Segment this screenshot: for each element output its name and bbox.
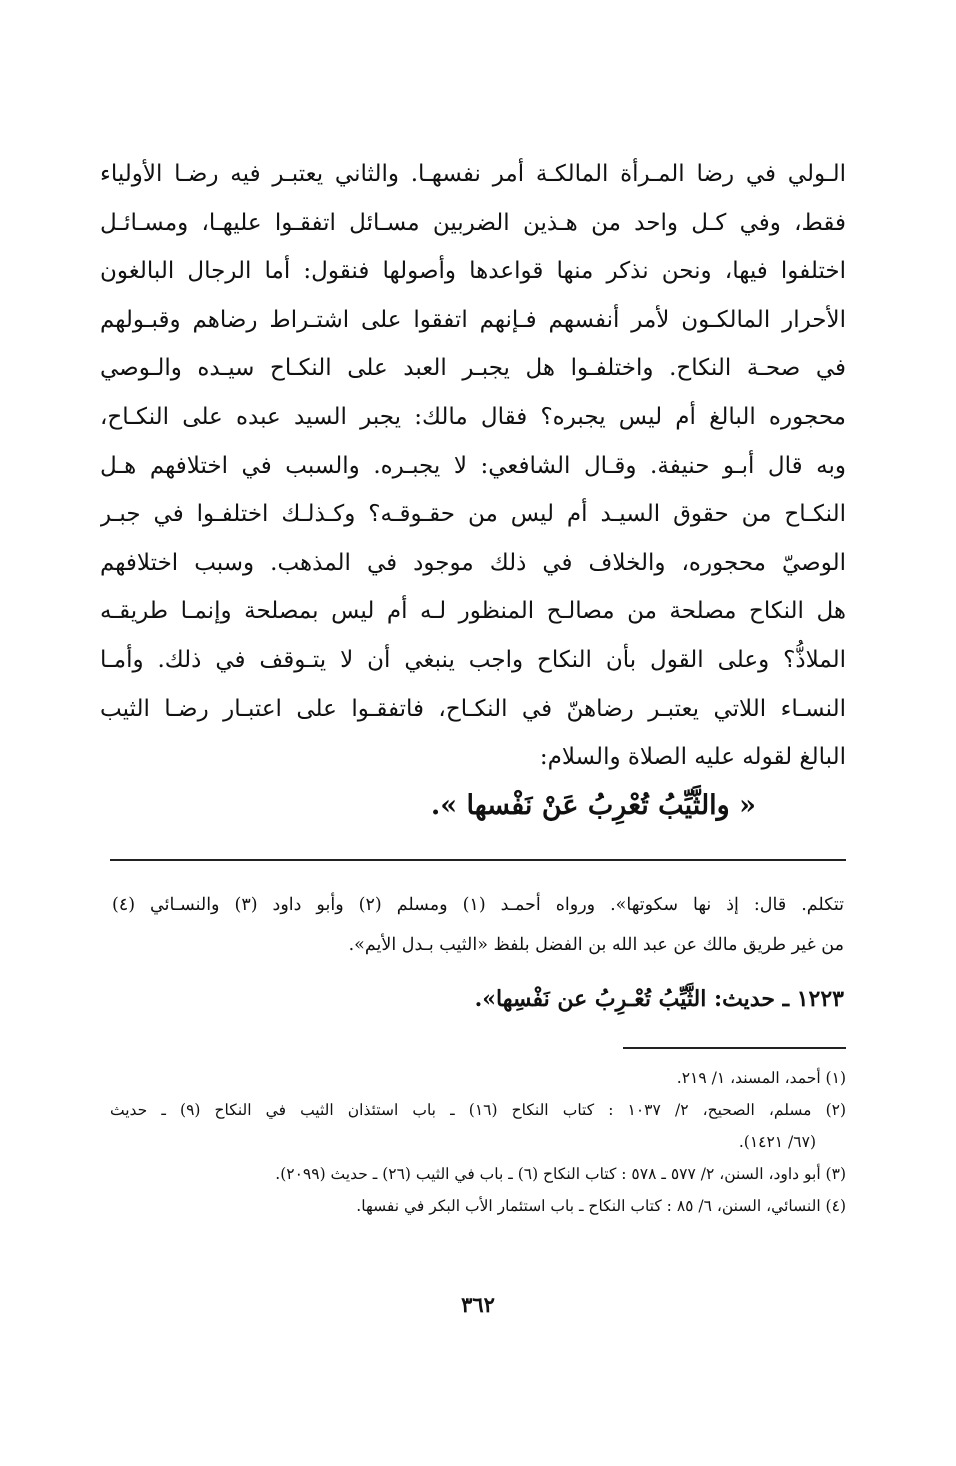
notes-separator xyxy=(623,1047,846,1049)
main-text-line: في صحـة النكاح. واختلفـوا هل يجبـر العبد على النكـاح سيـده والـوصي xyxy=(100,355,846,382)
main-text-line: اختلفوا فيها، ونحن نذكر منها قواعدها وأصولها فنقول: أما الرجال البالغون xyxy=(100,258,846,285)
main-text-line: هل النكاح مصلحة من مصالـح المنظور لـه أم ليس بمصلحة وإنمـا طريقـه xyxy=(100,598,846,625)
main-text-line: النسـاء اللاتي يعتبـر رضاهنّ في النكـاح، فاتفقـوا على اعتبـار رضـا الثيب xyxy=(100,695,846,722)
main-text-block xyxy=(100,150,846,782)
main-text-line: وبه قال أبـو حنيفة. وقـال الشافعي: لا يجبـره. والسبب في اختلافهم هـل xyxy=(100,452,846,479)
main-text-line: الأحرار المالكـون لأمر أنفسهم فـإنهم اتفقوا على اشتـراط رضاهم وقبـولهم xyxy=(100,306,846,333)
footnote-line: من غير طريق مالك عن عبد الله بن الفضل بلفظ «الثيب بـدل الأيم». xyxy=(348,935,844,955)
hadith-heading: ١٢٢٣ ـ حديث: الثَّيِّبُ تُعْـرِبُ عن نَفْسِها». xyxy=(474,986,844,1012)
main-text-line: محجوره البالغ أم ليس يجبره؟ فقال مالك: يجبر السيد عبده على النكـاح، xyxy=(100,403,846,430)
main-text-line: الملاذُّ؟ وعلى القول بأن النكاح واجب ينبغي أن لا يتـوقف في ذلك. وأمـا xyxy=(100,646,846,673)
page-number: ٣٦٢ xyxy=(461,1292,495,1317)
reference-note: (٢) مسلم، الصحيح، ٢/ ١٠٣٧ : كتاب النكاح (١٦) ـ باب استئذان الثيب في النكاح (٩) ـ حديث xyxy=(110,1101,847,1119)
reference-note: (١) أحمد، المسند، ١/ ٢١٩. xyxy=(676,1069,846,1087)
main-text-line: الـولي في رضا المـرأة المالكـة أمر نفسهـا. والثاني يعتبـر فيه رضـا الأولياء xyxy=(100,161,846,187)
main-text-line: النكـاح من حقوق السيـد أم ليس من حقـوقـه؟ وكـذلـك اختلفـوا في جبـر xyxy=(100,501,846,528)
hadith-quote: « والثَّيِّبُ تُعْرِبُ عَنْ نَفْسها ». xyxy=(430,790,756,821)
footnote-separator xyxy=(110,859,846,861)
main-text-line: البالغ لقوله عليه الصلاة والسلام: xyxy=(539,744,846,771)
reference-notes xyxy=(110,1062,846,1222)
reference-note: (٦٧/ ١٤٢١). xyxy=(738,1133,816,1151)
main-text-line: فقط، وفي كـل واحد من هـذين الضربين مسـائل اتفقـوا عليهـا، ومسـائـل xyxy=(100,209,846,236)
reference-note: (٣) أبو داود، السنن، ٢/ ٥٧٧ ـ ٥٧٨ : كتاب النكاح (٦) ـ باب في الثيب (٢٦) ـ حديث (٢٠٩٩). xyxy=(275,1165,846,1183)
reference-note: (٤) النسائي، السنن، ٦/ ٨٥ : كتاب النكاح ـ باب استئمار الأب البكر في نفسها. xyxy=(356,1197,846,1215)
footnote-continuation xyxy=(112,885,844,965)
main-text-line: الوصيّ محجوره، والخلاف في ذلك موجود في المذهب. وسبب اختلافهم xyxy=(100,549,846,576)
footnote-line: تتكلم. قال: إذ نها سكوتها». ورواه أحمـد (١) ومسلم (٢) وأبو داود (٣) والنسـائي (٤) xyxy=(112,895,845,915)
